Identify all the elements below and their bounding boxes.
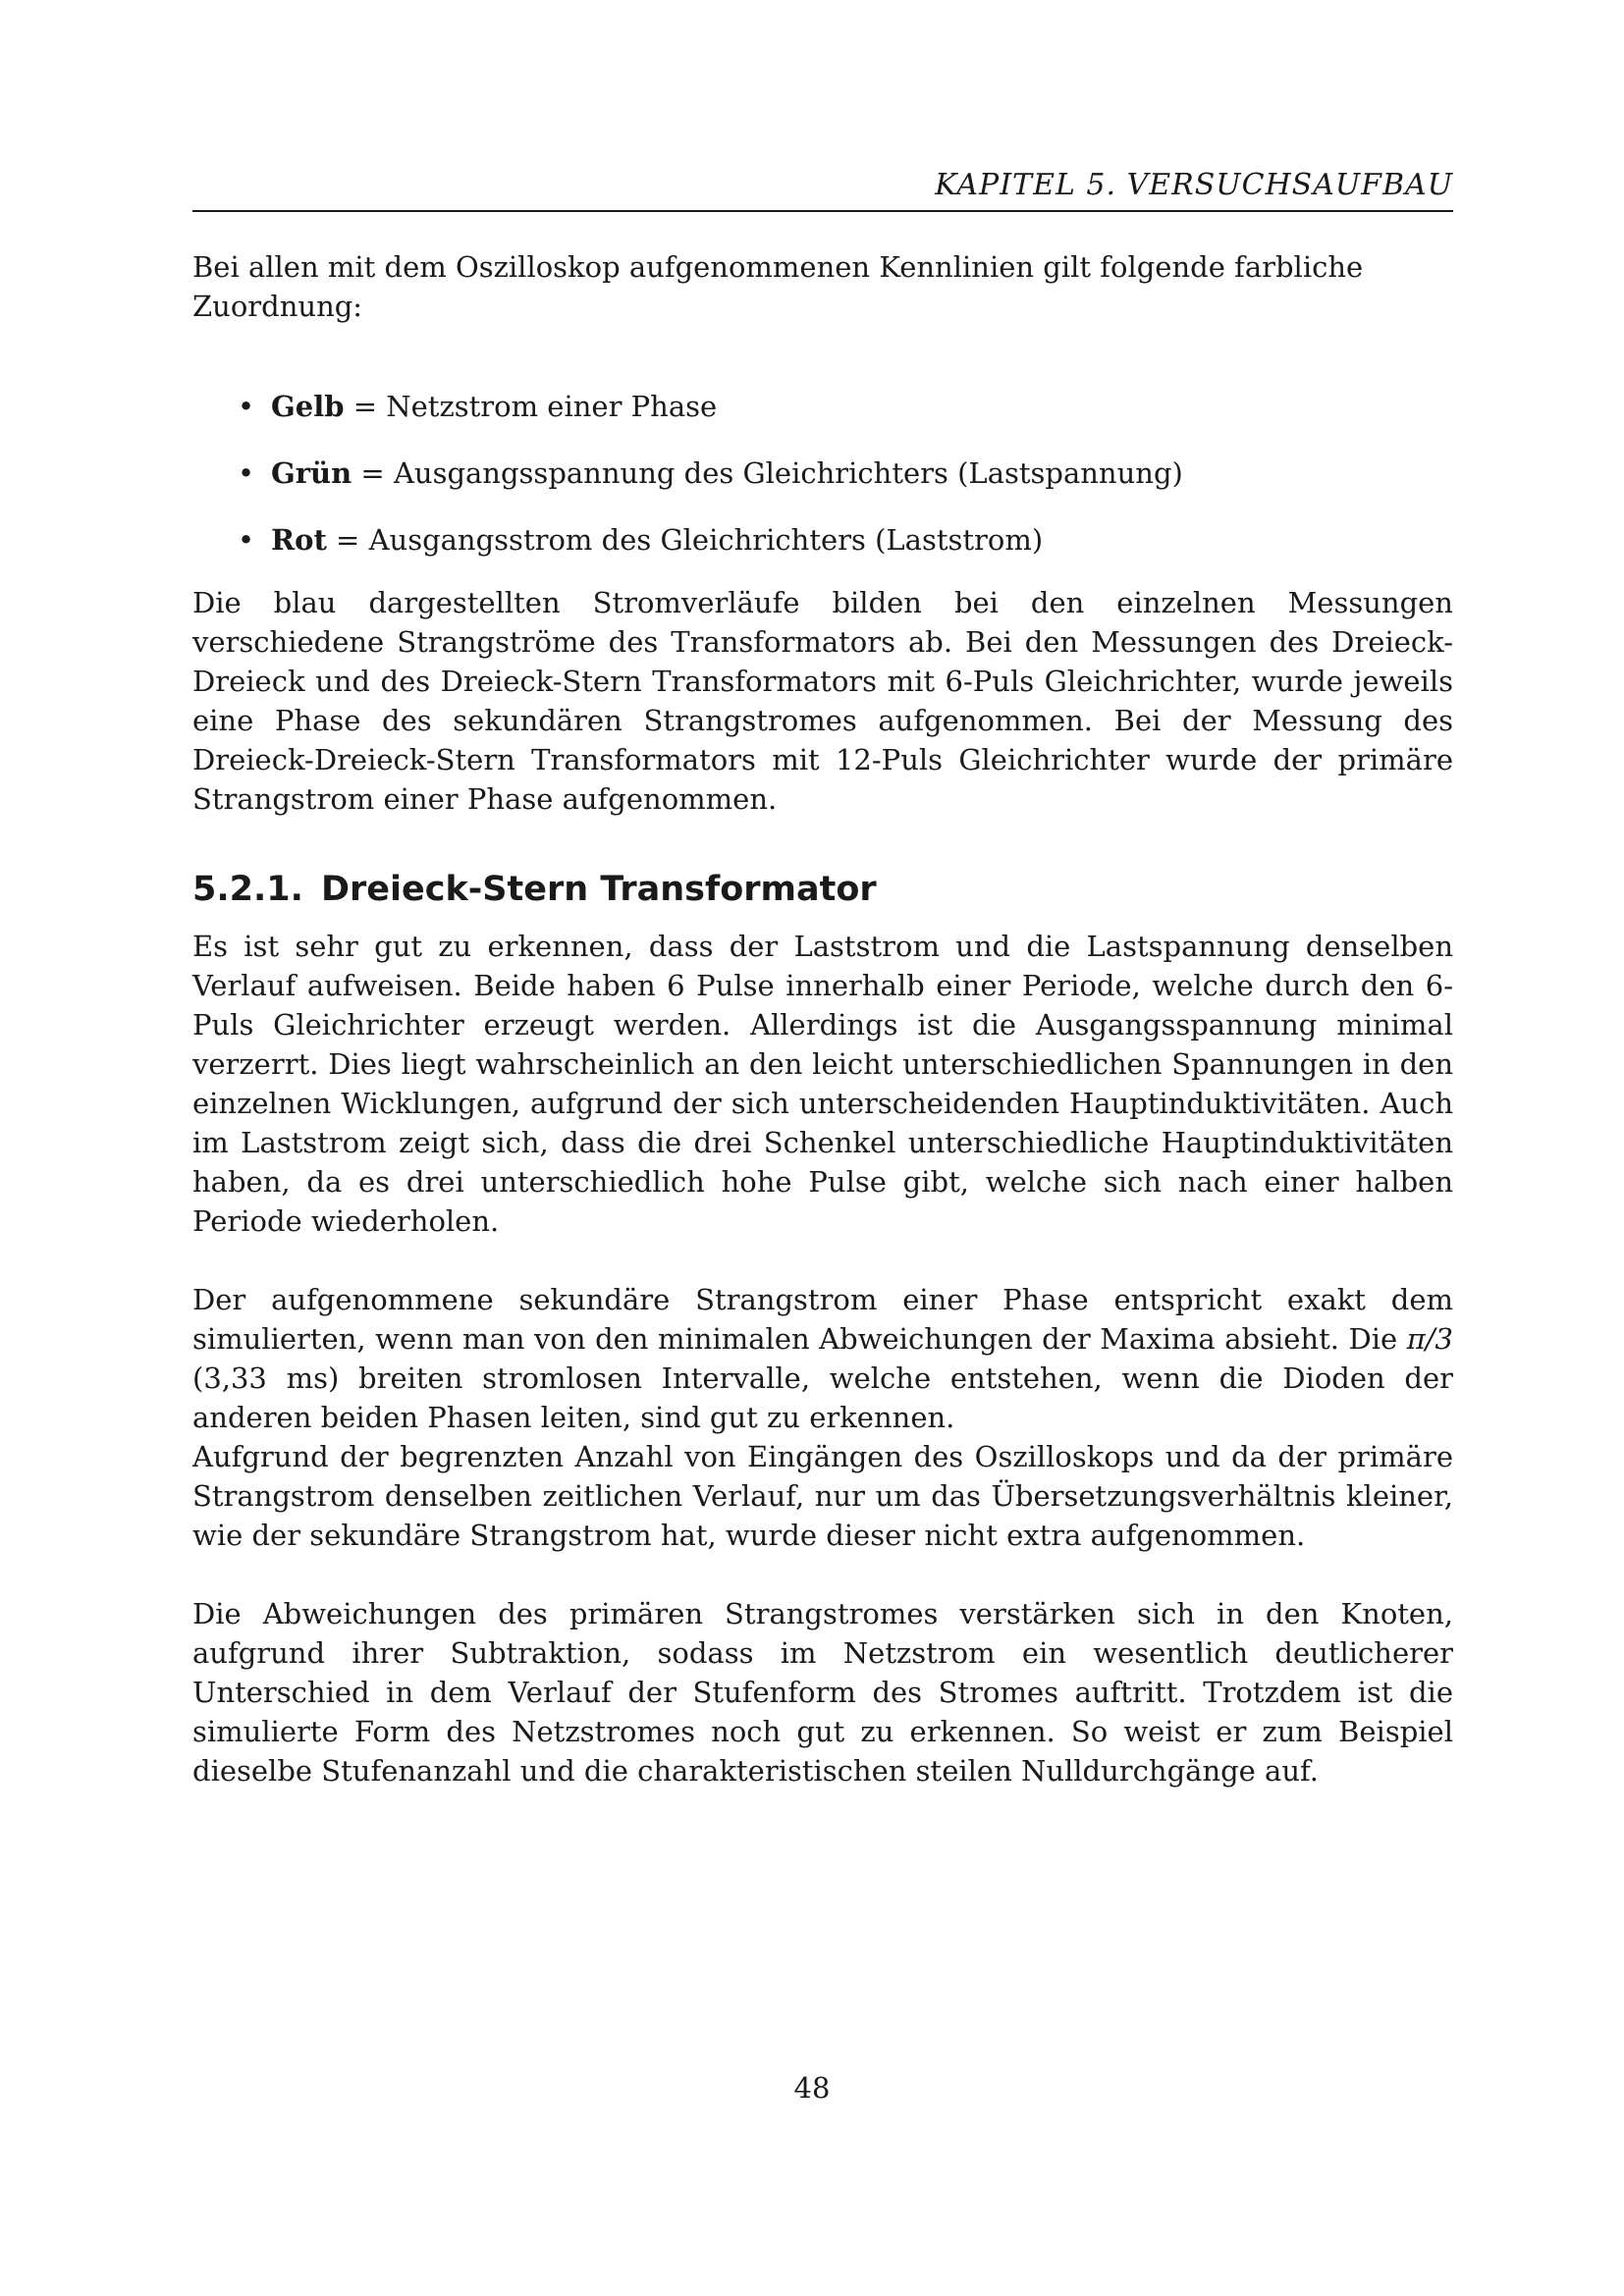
section-title: Dreieck-Stern Transformator — [320, 869, 877, 909]
body-paragraph: Aufgrund der begrenzten Anzahl von Eingängen des Oszilloskops und da der primäre Strangstrom denselben zeitlichen Verlauf, nur um das Übersetzungsverhältnis kleiner, wie der sekundäre Strangstrom hat, wurde dieser nicht extra aufgenommen. — [192, 1439, 1453, 1552]
page-number: 48 — [793, 2071, 831, 2105]
blue-current-paragraph: Die blau dargestellten Stromverläufe bilden bei den einzelnen Messungen verschiedene Strangströme des Transformators ab. Bei den Messungen des Dreieck-Dreieck und des Dreieck-Stern Transformators mit 6-Puls Gleichrichter, wurde jeweils eine Phase des sekundären Strangstromes aufgenommen. Bei der Messung des Dreieck-Dreieck-Stern Transformators mit 12-Puls Gleichrichter wurde der primäre Strangstrom einer Phase aufgenommen. — [192, 585, 1453, 816]
math-expression: π/3 — [1406, 1321, 1453, 1356]
color-label: Grün — [271, 455, 352, 490]
list-item — [238, 454, 1453, 493]
paragraph-text: Der aufgenommene sekundäre Strangstrom einer Phase entspricht exakt dem simulierten, wenn man von den minimalen Abweichungen der Maxima absieht. Die — [192, 1282, 1453, 1356]
section-number: 5.2.1. — [192, 869, 303, 909]
intro-paragraph: Bei allen mit dem Oszilloskop aufgenommenen Kennlinien gilt folgende farbliche Zuordnung: — [192, 249, 1364, 323]
list-item — [238, 520, 1453, 560]
bullet-icon: • — [238, 389, 255, 423]
body-paragraph — [192, 1280, 1453, 1437]
bullet-icon: • — [238, 455, 255, 490]
color-description: = Ausgangsspannung des Gleichrichters (Lastspannung) — [352, 455, 1183, 490]
section-heading — [192, 868, 1453, 911]
color-label: Rot — [271, 522, 327, 557]
list-item — [238, 387, 1453, 426]
body-paragraph: Es ist sehr gut zu erkennen, dass der Laststrom und die Lastspannung denselben Verlauf aufweisen. Beide haben 6 Pulse innerhalb einer Periode, welche durch den 6-Puls Gleichrichter erzeugt werden. Allerdings ist die Ausgangsspannung minimal verzerrt. Dies liegt wahrscheinlich an den leicht unterschiedlichen Spannungen in den einzelnen Wicklungen, aufgrund der sich unterscheidenden Hauptinduktivitäten. Auch im Laststrom zeigt sich, dass die drei Schenkel unterschiedliche Hauptinduktivitäten haben, da es drei unterschiedlich hohe Pulse gibt, welche sich nach einer halben Periode wiederholen. — [192, 929, 1453, 1238]
body-paragraph: Die Abweichungen des primären Strangstromes verstärken sich in den Knoten, aufgrund ihrer Subtraktion, sodass im Netzstrom ein wesentlich deutlicherer Unterschied in dem Verlauf der Stufenform des Stromes auftritt. Trotzdem ist die simulierte Form des Netzstromes noch gut zu erkennen. So weist er zum Beispiel dieselbe Stufenanzahl und die charakteristischen steilen Nulldurchgänge auf. — [192, 1596, 1453, 1788]
color-assignment-list — [192, 387, 1453, 560]
paragraph-gap — [192, 1555, 1453, 1594]
page-content — [192, 167, 1453, 1790]
running-header: KAPITEL 5. VERSUCHSAUFBAU — [192, 167, 1453, 212]
color-description: = Ausgangsstrom des Gleichrichters (Laststrom) — [326, 522, 1044, 557]
paragraph-text: (3,33 ms) breiten stromlosen Intervalle, welche entstehen, wenn die Dioden der anderen beiden Phasen leiten, sind gut zu erkennen. — [192, 1361, 1453, 1434]
paragraph-gap — [192, 1241, 1453, 1280]
bullet-icon: • — [238, 522, 255, 557]
color-label: Gelb — [271, 389, 345, 423]
color-description: = Netzstrom einer Phase — [344, 389, 718, 423]
